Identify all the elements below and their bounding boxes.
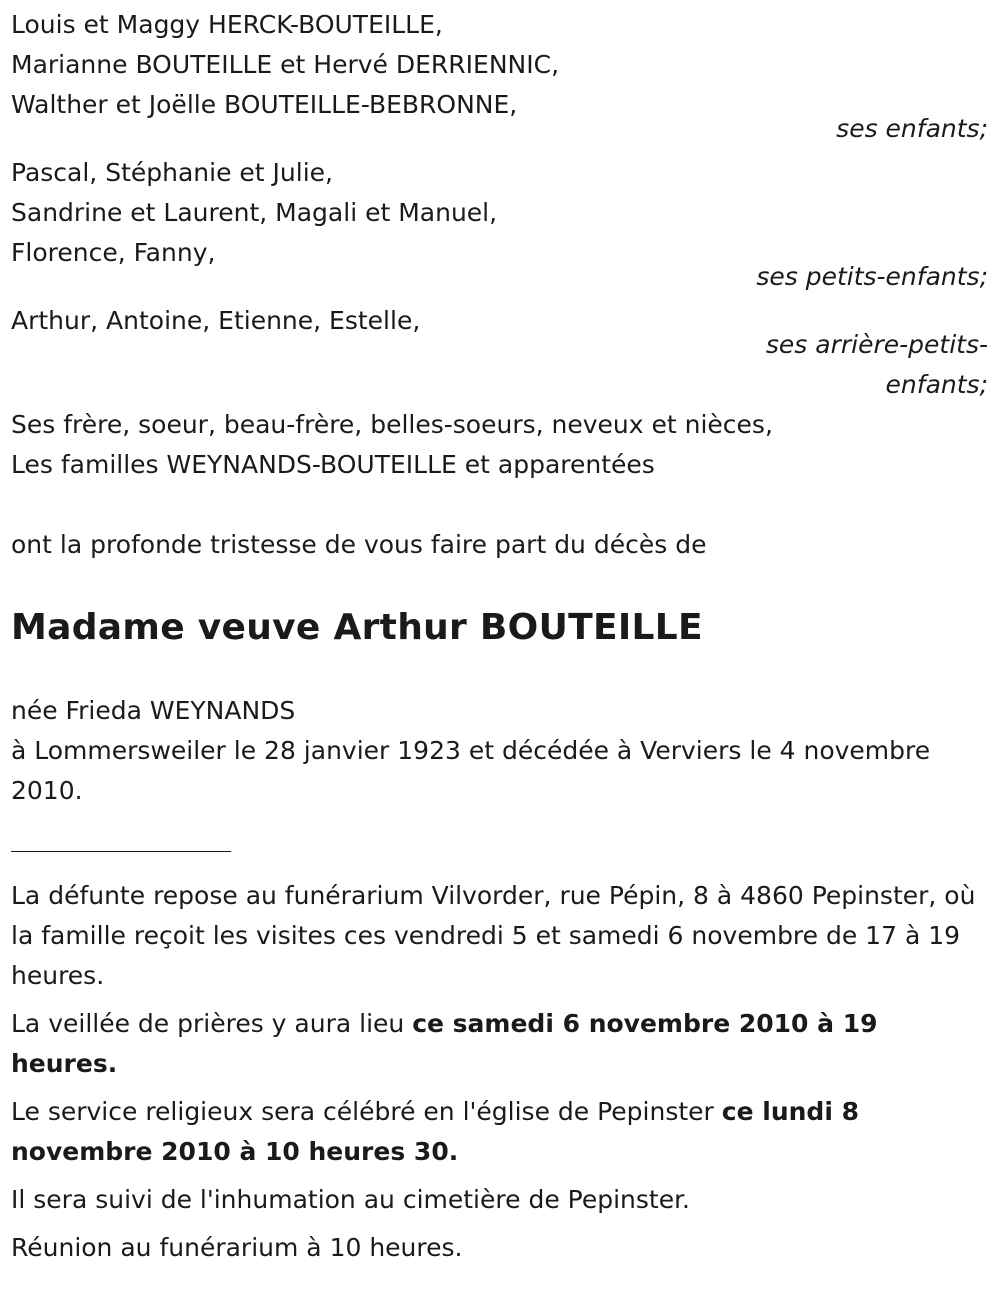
great-grandchildren-group <box>11 301 990 405</box>
service-datetime: ce lundi 8 novembre 2010 à 10 heures 30. <box>11 1097 859 1166</box>
grandchildren-group <box>11 153 990 297</box>
vigil-datetime: ce samedi 6 novembre 2010 à 19 heures. <box>11 1009 878 1078</box>
service-text: Le service religieux sera célébré en l'église de Pepinster <box>11 1097 722 1126</box>
deceased-name: Madame veuve Arthur BOUTEILLE <box>11 607 703 648</box>
great-grandchild-line: Arthur, Antoine, Etienne, Estelle, <box>11 306 421 335</box>
vigil-text: La veillée de prières y aura lieu <box>11 1009 413 1038</box>
grandchildren-role-label: ses petits-enfants; <box>756 262 988 291</box>
birth-death-text: à Lommersweiler le 28 janvier 1923 et décédée à Verviers le 4 novembre 2010. <box>11 736 931 805</box>
child-line: Walther et Joëlle BOUTEILLE-BEBRONNE, <box>11 90 518 119</box>
vigil-paragraph <box>11 1004 990 1084</box>
announcement-text: ont la profonde tristesse de vous faire part du décès de <box>11 530 707 559</box>
visitation-text: La défunte repose au funérarium Vilvorder, rue Pépin, 8 à 4860 Pepinster, où la famille reçoit les visites ces vendredi 5 et samedi 6 novembre de 17 à 19 heures. <box>11 881 976 990</box>
child-line: Louis et Maggy HERCK-BOUTEILLE, <box>11 10 443 39</box>
grandchild-line: Sandrine et Laurent, Magali et Manuel, <box>11 198 498 227</box>
grandchild-line: Florence, Fanny, <box>11 238 216 267</box>
service-paragraph <box>11 1092 990 1172</box>
separator-line <box>11 851 231 852</box>
family-line: Les familles WEYNANDS-BOUTEILLE et apparentées <box>11 450 655 479</box>
children-group <box>11 5 990 149</box>
children-role-label: ses enfants; <box>836 114 988 143</box>
great-grandchildren-role-label-1: ses arrière-petits- <box>765 330 988 359</box>
child-line: Marianne BOUTEILLE et Hervé DERRIENNIC, <box>11 50 560 79</box>
grandchild-line: Pascal, Stéphanie et Julie, <box>11 158 333 187</box>
reunion-text: Réunion au funérarium à 10 heures. <box>11 1233 463 1262</box>
great-grandchildren-role-label-2: enfants; <box>885 370 988 399</box>
family-line: Ses frère, soeur, beau-frère, belles-soeurs, neveux et nièces, <box>11 410 773 439</box>
burial-text: Il sera suivi de l'inhumation au cimetière de Pepinster. <box>11 1185 691 1214</box>
extended-family-group <box>11 405 990 485</box>
maiden-name: née Frieda WEYNANDS <box>11 696 296 725</box>
